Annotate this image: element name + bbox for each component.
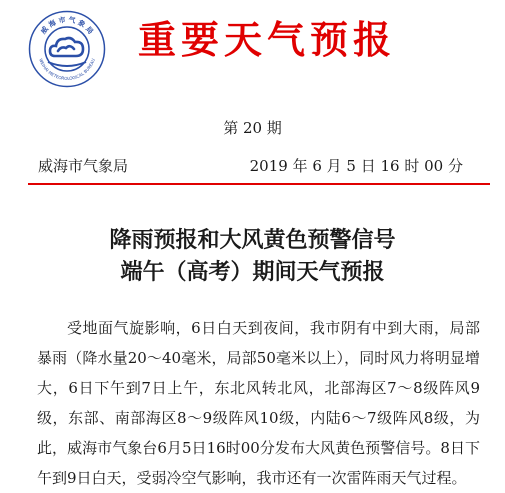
logo-text-top: 威 海 市 气 象 局 — [39, 15, 95, 36]
article-heading-line2: 端午（高考）期间天气预报 — [120, 259, 385, 285]
article-heading-line1: 降雨预报和大风黄色预警信号 — [109, 227, 396, 253]
issue-datetime: 2019 年 6 月 5 日 16 时 00 分 — [249, 157, 463, 175]
issuing-agency: 威海市气象局 — [38, 157, 129, 175]
issue-number: 第 20 期 — [223, 119, 282, 137]
header-divider — [28, 183, 490, 185]
weihai-meteorological-bureau-logo — [28, 10, 106, 88]
logo-text-bottom: WEIHAI METEOROLOGICAL BUREAU — [38, 57, 96, 82]
document-title: 重要天气预报 — [138, 17, 397, 62]
article-body: 受地面气旋影响，6日白天到夜间，我市阴有中到大雨，局部暴雨（降水量20～40毫米，局部50毫米以上），同时风力将明显增大，6日下午到7日上午，东北风转北风，北部海区7～8级阵风9级，东部、南部海区8～9级阵风10级，内陆6～7级阵风8级，为此，威海市气象台6月5日16时00分发布大风黄色预警信号。8日下午到9日白天，受弱冷空气影响，我市还有一次雷阵雨天气过程。 — [37, 319, 480, 487]
